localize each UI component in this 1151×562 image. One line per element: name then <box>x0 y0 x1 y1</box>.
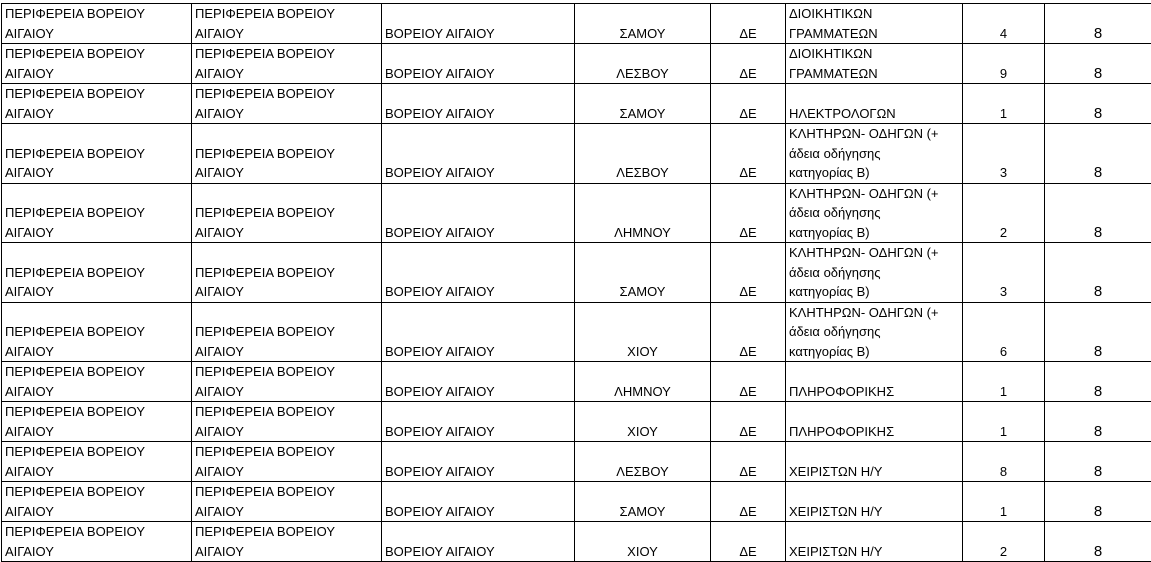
organization-cell: ΠΕΡΙΦΕΡΕΙΑ ΒΟΡΕΙΟΥ ΑΙΓΑΙΟΥ <box>2 44 192 84</box>
organization-cell: ΠΕΡΙΦΕΡΕΙΑ ΒΟΡΕΙΟΥ ΑΙΓΑΙΟΥ <box>2 4 192 44</box>
area-cell: ΣΑΜΟΥ <box>575 243 711 303</box>
region-cell: ΒΟΡΕΙΟΥ ΑΙΓΑΙΟΥ <box>382 402 575 442</box>
unit-cell: ΠΕΡΙΦΕΡΕΙΑ ΒΟΡΕΙΟΥ ΑΙΓΑΙΟΥ <box>192 362 382 402</box>
region-cell: ΒΟΡΕΙΟΥ ΑΙΓΑΙΟΥ <box>382 243 575 303</box>
specialty-cell: ΚΛΗΤΗΡΩΝ- ΟΔΗΓΩΝ (+ άδεια οδήγησης κατηγορίας Β) <box>786 124 963 184</box>
table-row <box>2 442 1151 482</box>
organization-cell: ΠΕΡΙΦΕΡΕΙΑ ΒΟΡΕΙΟΥ ΑΙΓΑΙΟΥ <box>2 362 192 402</box>
positions-cell: 2 <box>963 522 1045 562</box>
unit-cell: ΠΕΡΙΦΕΡΕΙΑ ΒΟΡΕΙΟΥ ΑΙΓΑΙΟΥ <box>192 442 382 482</box>
months-cell: 8 <box>1045 482 1151 522</box>
table-row <box>2 402 1151 442</box>
area-cell: ΧΙΟΥ <box>575 522 711 562</box>
positions-cell: 1 <box>963 84 1045 124</box>
category-cell: ΔΕ <box>711 84 786 124</box>
area-cell: ΛΕΣΒΟΥ <box>575 124 711 184</box>
category-cell: ΔΕ <box>711 522 786 562</box>
table-row <box>2 243 1151 303</box>
organization-cell: ΠΕΡΙΦΕΡΕΙΑ ΒΟΡΕΙΟΥ ΑΙΓΑΙΟΥ <box>2 442 192 482</box>
area-cell: ΛΕΣΒΟΥ <box>575 442 711 482</box>
months-cell: 8 <box>1045 522 1151 562</box>
months-cell: 8 <box>1045 243 1151 303</box>
region-cell: ΒΟΡΕΙΟΥ ΑΙΓΑΙΟΥ <box>382 362 575 402</box>
months-cell: 8 <box>1045 183 1151 243</box>
unit-cell: ΠΕΡΙΦΕΡΕΙΑ ΒΟΡΕΙΟΥ ΑΙΓΑΙΟΥ <box>192 124 382 184</box>
area-cell: ΛΗΜΝΟΥ <box>575 183 711 243</box>
specialty-cell: ΚΛΗΤΗΡΩΝ- ΟΔΗΓΩΝ (+ άδεια οδήγησης κατηγορίας Β) <box>786 302 963 362</box>
unit-cell: ΠΕΡΙΦΕΡΕΙΑ ΒΟΡΕΙΟΥ ΑΙΓΑΙΟΥ <box>192 482 382 522</box>
category-cell: ΔΕ <box>711 124 786 184</box>
positions-cell: 1 <box>963 362 1045 402</box>
specialty-cell: ΔΙΟΙΚΗΤΙΚΩΝ ΓΡΑΜΜΑΤΕΩΝ <box>786 44 963 84</box>
region-cell: ΒΟΡΕΙΟΥ ΑΙΓΑΙΟΥ <box>382 482 575 522</box>
positions-cell: 2 <box>963 183 1045 243</box>
unit-cell: ΠΕΡΙΦΕΡΕΙΑ ΒΟΡΕΙΟΥ ΑΙΓΑΙΟΥ <box>192 302 382 362</box>
specialty-cell: ΚΛΗΤΗΡΩΝ- ΟΔΗΓΩΝ (+ άδεια οδήγησης κατηγορίας Β) <box>786 183 963 243</box>
months-cell: 8 <box>1045 302 1151 362</box>
months-cell: 8 <box>1045 84 1151 124</box>
region-cell: ΒΟΡΕΙΟΥ ΑΙΓΑΙΟΥ <box>382 124 575 184</box>
region-cell: ΒΟΡΕΙΟΥ ΑΙΓΑΙΟΥ <box>382 44 575 84</box>
organization-cell: ΠΕΡΙΦΕΡΕΙΑ ΒΟΡΕΙΟΥ ΑΙΓΑΙΟΥ <box>2 302 192 362</box>
unit-cell: ΠΕΡΙΦΕΡΕΙΑ ΒΟΡΕΙΟΥ ΑΙΓΑΙΟΥ <box>192 402 382 442</box>
table-row <box>2 302 1151 362</box>
table-row <box>2 482 1151 522</box>
region-cell: ΒΟΡΕΙΟΥ ΑΙΓΑΙΟΥ <box>382 183 575 243</box>
organization-cell: ΠΕΡΙΦΕΡΕΙΑ ΒΟΡΕΙΟΥ ΑΙΓΑΙΟΥ <box>2 482 192 522</box>
region-cell: ΒΟΡΕΙΟΥ ΑΙΓΑΙΟΥ <box>382 302 575 362</box>
category-cell: ΔΕ <box>711 442 786 482</box>
unit-cell: ΠΕΡΙΦΕΡΕΙΑ ΒΟΡΕΙΟΥ ΑΙΓΑΙΟΥ <box>192 84 382 124</box>
unit-cell: ΠΕΡΙΦΕΡΕΙΑ ΒΟΡΕΙΟΥ ΑΙΓΑΙΟΥ <box>192 243 382 303</box>
positions-cell: 8 <box>963 442 1045 482</box>
table-row <box>2 124 1151 184</box>
specialty-cell: ΔΙΟΙΚΗΤΙΚΩΝ ΓΡΑΜΜΑΤΕΩΝ <box>786 4 963 44</box>
category-cell: ΔΕ <box>711 243 786 303</box>
positions-cell: 3 <box>963 243 1045 303</box>
positions-cell: 1 <box>963 402 1045 442</box>
specialty-cell: ΧΕΙΡΙΣΤΩΝ Η/Υ <box>786 442 963 482</box>
region-cell: ΒΟΡΕΙΟΥ ΑΙΓΑΙΟΥ <box>382 522 575 562</box>
months-cell: 8 <box>1045 442 1151 482</box>
specialty-cell: ΗΛΕΚΤΡΟΛΟΓΩΝ <box>786 84 963 124</box>
months-cell: 8 <box>1045 124 1151 184</box>
specialty-cell: ΠΛΗΡΟΦΟΡΙΚΗΣ <box>786 362 963 402</box>
area-cell: ΣΑΜΟΥ <box>575 482 711 522</box>
table-row <box>2 362 1151 402</box>
specialty-cell: ΧΕΙΡΙΣΤΩΝ Η/Υ <box>786 482 963 522</box>
months-cell: 8 <box>1045 44 1151 84</box>
category-cell: ΔΕ <box>711 183 786 243</box>
staffing-table <box>1 3 1151 562</box>
months-cell: 8 <box>1045 362 1151 402</box>
organization-cell: ΠΕΡΙΦΕΡΕΙΑ ΒΟΡΕΙΟΥ ΑΙΓΑΙΟΥ <box>2 183 192 243</box>
category-cell: ΔΕ <box>711 482 786 522</box>
area-cell: ΣΑΜΟΥ <box>575 4 711 44</box>
unit-cell: ΠΕΡΙΦΕΡΕΙΑ ΒΟΡΕΙΟΥ ΑΙΓΑΙΟΥ <box>192 522 382 562</box>
positions-cell: 4 <box>963 4 1045 44</box>
organization-cell: ΠΕΡΙΦΕΡΕΙΑ ΒΟΡΕΙΟΥ ΑΙΓΑΙΟΥ <box>2 243 192 303</box>
area-cell: ΛΕΣΒΟΥ <box>575 44 711 84</box>
table-row <box>2 522 1151 562</box>
organization-cell: ΠΕΡΙΦΕΡΕΙΑ ΒΟΡΕΙΟΥ ΑΙΓΑΙΟΥ <box>2 124 192 184</box>
positions-cell: 6 <box>963 302 1045 362</box>
table-row <box>2 84 1151 124</box>
organization-cell: ΠΕΡΙΦΕΡΕΙΑ ΒΟΡΕΙΟΥ ΑΙΓΑΙΟΥ <box>2 84 192 124</box>
organization-cell: ΠΕΡΙΦΕΡΕΙΑ ΒΟΡΕΙΟΥ ΑΙΓΑΙΟΥ <box>2 522 192 562</box>
region-cell: ΒΟΡΕΙΟΥ ΑΙΓΑΙΟΥ <box>382 442 575 482</box>
category-cell: ΔΕ <box>711 4 786 44</box>
organization-cell: ΠΕΡΙΦΕΡΕΙΑ ΒΟΡΕΙΟΥ ΑΙΓΑΙΟΥ <box>2 402 192 442</box>
positions-cell: 3 <box>963 124 1045 184</box>
specialty-cell: ΠΛΗΡΟΦΟΡΙΚΗΣ <box>786 402 963 442</box>
specialty-cell: ΚΛΗΤΗΡΩΝ- ΟΔΗΓΩΝ (+ άδεια οδήγησης κατηγορίας Β) <box>786 243 963 303</box>
months-cell: 8 <box>1045 402 1151 442</box>
positions-cell: 9 <box>963 44 1045 84</box>
area-cell: ΧΙΟΥ <box>575 402 711 442</box>
table-row <box>2 44 1151 84</box>
area-cell: ΣΑΜΟΥ <box>575 84 711 124</box>
area-cell: ΛΗΜΝΟΥ <box>575 362 711 402</box>
table-row <box>2 4 1151 44</box>
table-row <box>2 183 1151 243</box>
unit-cell: ΠΕΡΙΦΕΡΕΙΑ ΒΟΡΕΙΟΥ ΑΙΓΑΙΟΥ <box>192 4 382 44</box>
category-cell: ΔΕ <box>711 44 786 84</box>
region-cell: ΒΟΡΕΙΟΥ ΑΙΓΑΙΟΥ <box>382 84 575 124</box>
unit-cell: ΠΕΡΙΦΕΡΕΙΑ ΒΟΡΕΙΟΥ ΑΙΓΑΙΟΥ <box>192 44 382 84</box>
specialty-cell: ΧΕΙΡΙΣΤΩΝ Η/Υ <box>786 522 963 562</box>
category-cell: ΔΕ <box>711 402 786 442</box>
area-cell: ΧΙΟΥ <box>575 302 711 362</box>
category-cell: ΔΕ <box>711 362 786 402</box>
category-cell: ΔΕ <box>711 302 786 362</box>
unit-cell: ΠΕΡΙΦΕΡΕΙΑ ΒΟΡΕΙΟΥ ΑΙΓΑΙΟΥ <box>192 183 382 243</box>
positions-cell: 1 <box>963 482 1045 522</box>
region-cell: ΒΟΡΕΙΟΥ ΑΙΓΑΙΟΥ <box>382 4 575 44</box>
months-cell: 8 <box>1045 4 1151 44</box>
